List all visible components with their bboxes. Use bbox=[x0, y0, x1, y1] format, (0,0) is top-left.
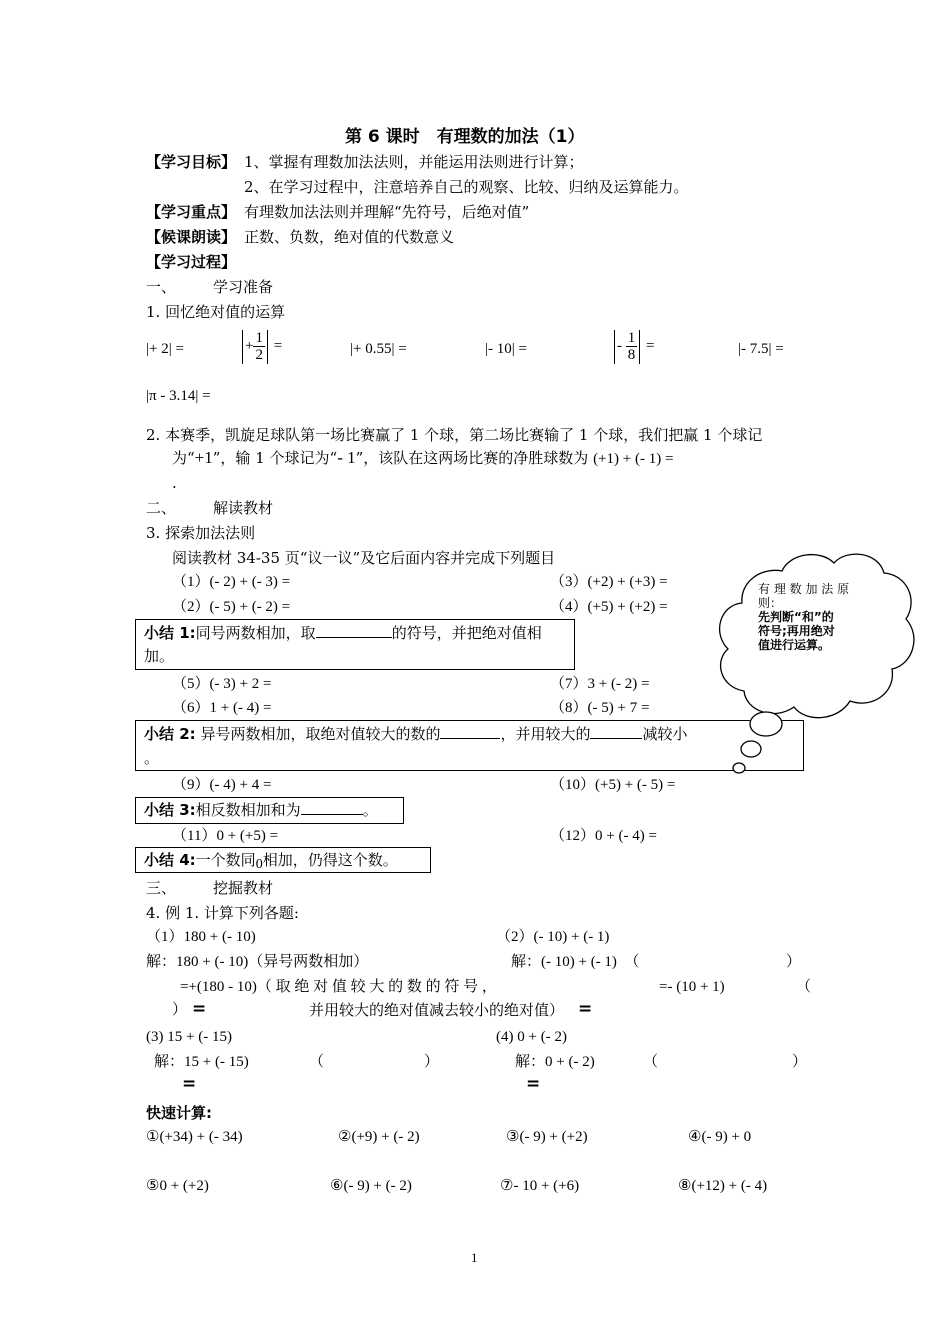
problem-5: （5）(- 3) + 2 = bbox=[172, 676, 272, 692]
abs-minus-7-5: |- 7.5| = bbox=[738, 341, 784, 357]
quick-item-3: ③(- 9) + (+2) bbox=[506, 1129, 588, 1145]
solution-4-paren-open: （ bbox=[643, 1054, 659, 1070]
problem-9: （9）(- 4) + 4 = bbox=[172, 777, 272, 793]
problem-3: （3）(+2) + (+3) = bbox=[550, 574, 668, 590]
solution-3-paren-close: ） bbox=[424, 1054, 440, 1070]
section-3-number: 三、 bbox=[146, 879, 177, 897]
solution-4-paren-close: ） bbox=[792, 1054, 808, 1070]
solution-1-paren-close: ） bbox=[172, 1002, 188, 1018]
process-label: 【学习过程】 bbox=[146, 253, 237, 271]
problem-7: （7）3 + (- 2) = bbox=[550, 676, 650, 692]
preview-text: 正数、负数，绝对值的代数意义 bbox=[244, 228, 455, 246]
problem-8: （8）(- 5) + 7 = bbox=[550, 700, 650, 716]
example-4: (4) 0 + (- 2) bbox=[496, 1029, 567, 1045]
problem-4: （4）(+5) + (+2) = bbox=[550, 599, 668, 615]
q4-title: 4. 例 1. 计算下列各题: bbox=[146, 904, 299, 922]
solution-2-equals: = bbox=[578, 999, 593, 1019]
quick-item-7: ⑦- 10 + (+6) bbox=[500, 1178, 580, 1194]
q2-line-2: 为“+1”，输 1 个球记为“- 1”，该队在这两场比赛的净胜球数为 (+1) + (- 1) = bbox=[172, 448, 674, 467]
solution-2-paren-close: ） bbox=[786, 954, 802, 970]
solution-1-step-2: =+(180 - 10)（ 取 绝 对 值 较 大 的 数 的 符 号 ， bbox=[180, 979, 497, 995]
cloud-line-4: 符号;再用绝对 bbox=[758, 624, 835, 638]
summary-4-text: 小结 4:一个数同0相加，仍得这个数。 bbox=[144, 851, 398, 872]
cloud-line-1: 有 理 数 加 法 原 bbox=[758, 582, 850, 596]
goal-item-2: 2、在学习过程中，注意培养自己的观察、比较、归纳及运算能力。 bbox=[244, 178, 689, 196]
solution-2-paren-open: （ bbox=[796, 979, 812, 995]
solution-1-step-3: 并用较大的绝对值减去较小的绝对值） bbox=[309, 1001, 565, 1019]
cloud-line-2: 则： bbox=[758, 596, 783, 610]
q2-line-1: 2. 本赛季，凯旋足球队第一场比赛赢了 1 个球，第二场比赛输了 1 个球，我们把赢 1 个球记 bbox=[146, 426, 763, 444]
summary-4-box bbox=[135, 847, 431, 873]
solution-1-step-1: 解：180 + (- 10)（异号两数相加） bbox=[146, 954, 369, 970]
solution-4-equals: = bbox=[526, 1074, 541, 1094]
quick-item-2: ②(+9) + (- 2) bbox=[338, 1129, 420, 1145]
example-1: （1）180 + (- 10) bbox=[146, 929, 256, 945]
solution-3-step-1: 解：15 + (- 15) bbox=[154, 1054, 249, 1070]
q3-intro: 阅读教材 34-35 页“议一议”及它后面内容并完成下列题目 bbox=[172, 549, 556, 567]
abs-plus-2: |+ 2| = bbox=[146, 341, 184, 357]
section-2-title: 解读教材 bbox=[213, 499, 274, 517]
q3-title: 3. 探索加法法则 bbox=[146, 524, 256, 542]
problem-12: （12）0 + (- 4) = bbox=[550, 828, 657, 844]
goals-label: 【学习目标】 bbox=[146, 153, 237, 171]
solution-2-step-1: 解：(- 10) + (- 1) （ bbox=[511, 954, 640, 970]
solution-3-equals: = bbox=[182, 1074, 197, 1094]
goal-item-1: 1、掌握有理数加法法则，并能运用法则进行计算； bbox=[244, 153, 584, 171]
thought-cloud-shape bbox=[712, 545, 920, 777]
section-1-title: 学习准备 bbox=[213, 278, 274, 296]
problem-11: （11）0 + (+5) = bbox=[172, 828, 279, 844]
preview-label: 【候课朗读】 bbox=[146, 228, 237, 246]
problem-6: （6）1 + (- 4) = bbox=[172, 700, 272, 716]
abs-minus-eighth: - $\frac{1}{8}$ = bbox=[612, 328, 654, 364]
summary-2-line-2: 。 bbox=[144, 749, 160, 767]
solution-1-equals: = bbox=[192, 999, 207, 1019]
q2-line-3: . bbox=[172, 474, 177, 492]
abs-minus-10: |- 10| = bbox=[485, 341, 527, 357]
quick-item-6: ⑥(- 9) + (- 2) bbox=[330, 1178, 412, 1194]
page-title: 第 6 课时 有理数的加法（1） bbox=[345, 127, 585, 147]
key-point-label: 【学习重点】 bbox=[146, 203, 237, 221]
page-number: 1 bbox=[471, 1250, 478, 1265]
solution-4-step-1: 解：0 + (- 2) bbox=[515, 1054, 595, 1070]
section-3-title: 挖掘教材 bbox=[213, 879, 274, 897]
solution-2-step-2: =- (10 + 1) bbox=[659, 979, 725, 995]
summary-2-line-1: 小结 2: 异号两数相加，取绝对值较大的数的 ，并用较大的 减较小 bbox=[144, 725, 688, 743]
abs-plus-0-55: |+ 0.55| = bbox=[350, 341, 407, 357]
problem-1: （1）(- 2) + (- 3) = bbox=[172, 574, 291, 590]
problem-2: （2）(- 5) + (- 2) = bbox=[172, 599, 291, 615]
q1-title: 1. 回忆绝对值的运算 bbox=[146, 303, 286, 321]
example-2: （2）(- 10) + (- 1) bbox=[496, 929, 610, 945]
quick-calc-label: 快速计算: bbox=[146, 1104, 212, 1122]
summary-2-box bbox=[135, 720, 804, 771]
key-point-text: 有理数加法法则并理解“先符号，后绝对值” bbox=[244, 203, 530, 221]
quick-item-5: ⑤0 + (+2) bbox=[146, 1178, 209, 1194]
quick-item-1: ①(+34) + (- 34) bbox=[146, 1129, 243, 1145]
summary-3-box bbox=[135, 797, 404, 824]
summary-1-line-2: 加。 bbox=[144, 647, 175, 665]
section-1-number: 一、 bbox=[146, 278, 177, 296]
abs-pi-minus-3-14: |π - 3.14| = bbox=[146, 388, 211, 404]
summary-3-text: 小结 3:相反数相加和为 。 bbox=[144, 801, 378, 819]
example-3: (3) 15 + (- 15) bbox=[146, 1029, 232, 1045]
abs-plus-half: + $\frac{1}{2}$ = bbox=[240, 328, 282, 364]
section-2-number: 二、 bbox=[146, 499, 177, 517]
cloud-line-3: 先判断“和”的 bbox=[758, 610, 834, 624]
summary-1-box bbox=[135, 619, 575, 670]
solution-3-paren-open: （ bbox=[309, 1054, 325, 1070]
quick-item-8: ⑧(+12) + (- 4) bbox=[678, 1178, 768, 1194]
summary-1-line-1: 小结 1:同号两数相加，取 的符号，并把绝对值相 bbox=[144, 624, 542, 642]
quick-item-4: ④(- 9) + 0 bbox=[688, 1129, 752, 1145]
cloud-line-5: 值进行运算。 bbox=[758, 638, 831, 652]
problem-10: （10）(+5) + (- 5) = bbox=[550, 777, 676, 793]
